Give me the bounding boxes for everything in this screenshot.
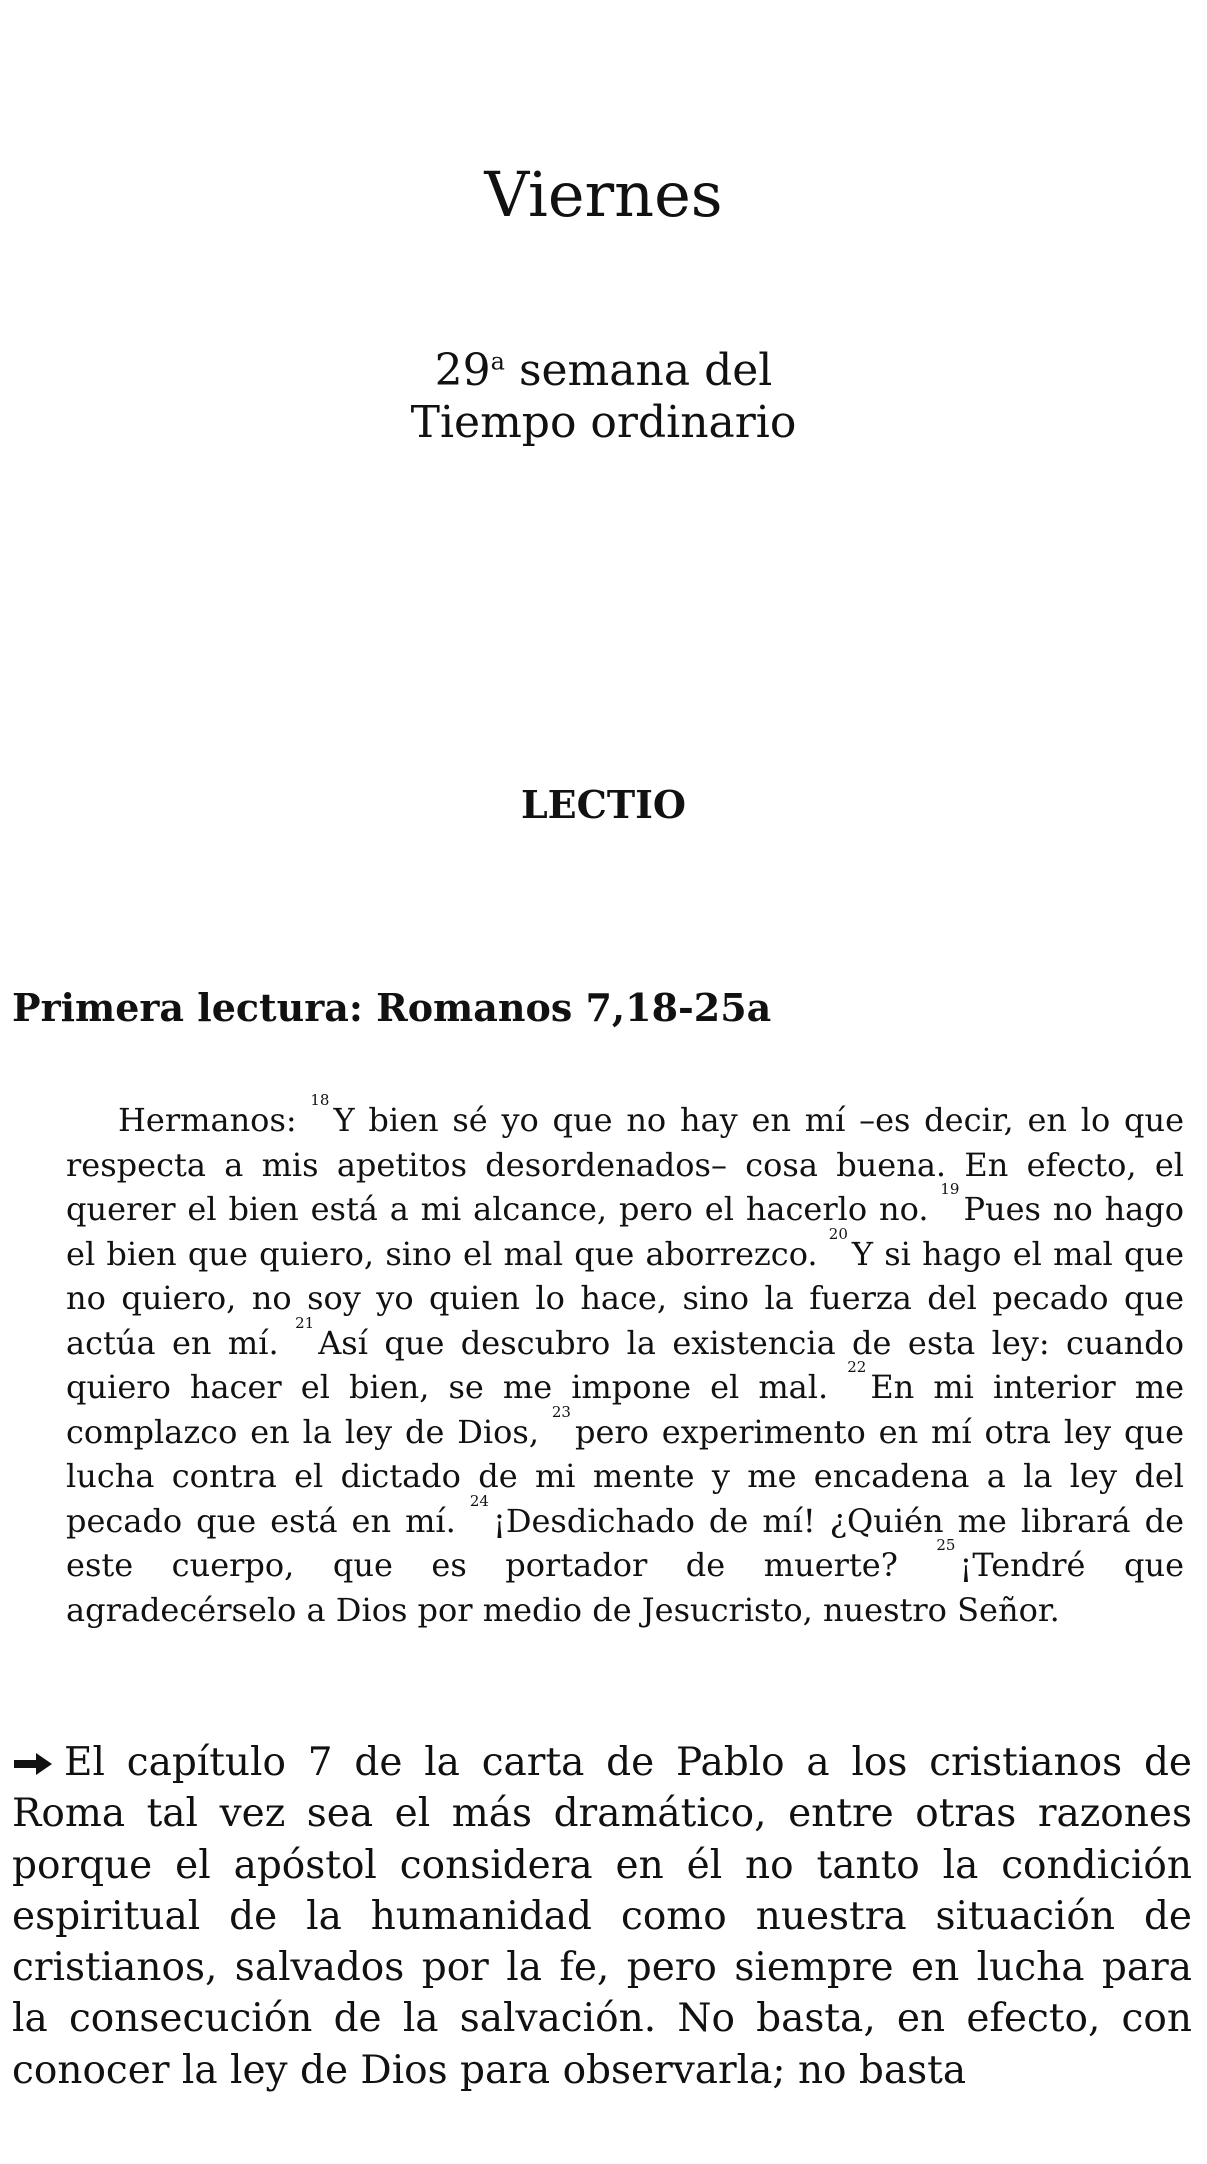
commentary-paragraph [12,1737,1192,2096]
verse-number: 21 [295,1313,315,1332]
verse-number: 22 [847,1358,867,1376]
liturgical-season: Tiempo ordinario [410,397,797,448]
verse-number: 18 [310,1091,330,1109]
verse-text: ¡Tendré que agradecérselo a Dios por medio de Jesucristo, nuestro Señor. [66,1546,1185,1629]
verse-text: Pues no hago el bien que quiero, sino el mal que aborrezco. [66,1190,1185,1273]
scripture-intro: Hermanos: [118,1101,311,1139]
verse-text: pero experimento en mí otra ley que lucha contra el dictado de mi mente y me encadena a la ley del pecado que está en mí. [66,1412,1184,1540]
verse-number: 25 [936,1536,956,1554]
verse-number: 23 [551,1402,571,1421]
week-text: semana del [504,345,773,396]
week-ordinal-suffix: a [490,347,505,376]
scripture-passage [66,1091,1185,1632]
page-title: Viernes [484,158,723,231]
verse-text: Así que descubro la existencia de esta ley: cuando quiero hacer el bien, se me impone el mal. [66,1323,1185,1406]
verse-text: Y bien sé yo que no hay en mí –es decir, en lo que respecta a mis apetitos desordenados– cosa buena. En efecto, el querer el bien está a mi alcance, pero el hacerlo no. [66,1101,1185,1228]
liturgical-week [0,345,1207,449]
verse-number: 20 [828,1224,848,1243]
arrow-right-icon [12,1751,54,1777]
verse-number: 24 [469,1491,489,1510]
commentary-text: El capítulo 7 de la carta de Pablo a los cristianos de Roma tal vez sea el más dramático, entre otras razones porque el apóstol considera en él no tanto la condición espiritual de la humanidad como nuestra situación de cristianos, salvados por la fe, pero siempre en lucha para la consecución de la salvación. No basta, en efecto, con conocer la ley de Dios para observarla; no basta [12,1740,1192,2093]
section-heading: LECTIO [520,782,687,827]
week-number: 29 [434,345,491,396]
verse-text: Y si hago el mal que no quiero, no soy yo quien lo hace, sino la fuerza del pecado que actúa en mí. [66,1234,1185,1362]
verse-text: En mi interior me complazco en la ley de Dios, [66,1368,1185,1451]
reading-heading: Primera lectura: Romanos 7,18-25a [12,985,772,1030]
verse-text: ¡Desdichado de mí! ¿Quién me librará de este cuerpo, que es portador de muerte? [66,1501,1185,1584]
verse-number: 19 [940,1180,960,1198]
